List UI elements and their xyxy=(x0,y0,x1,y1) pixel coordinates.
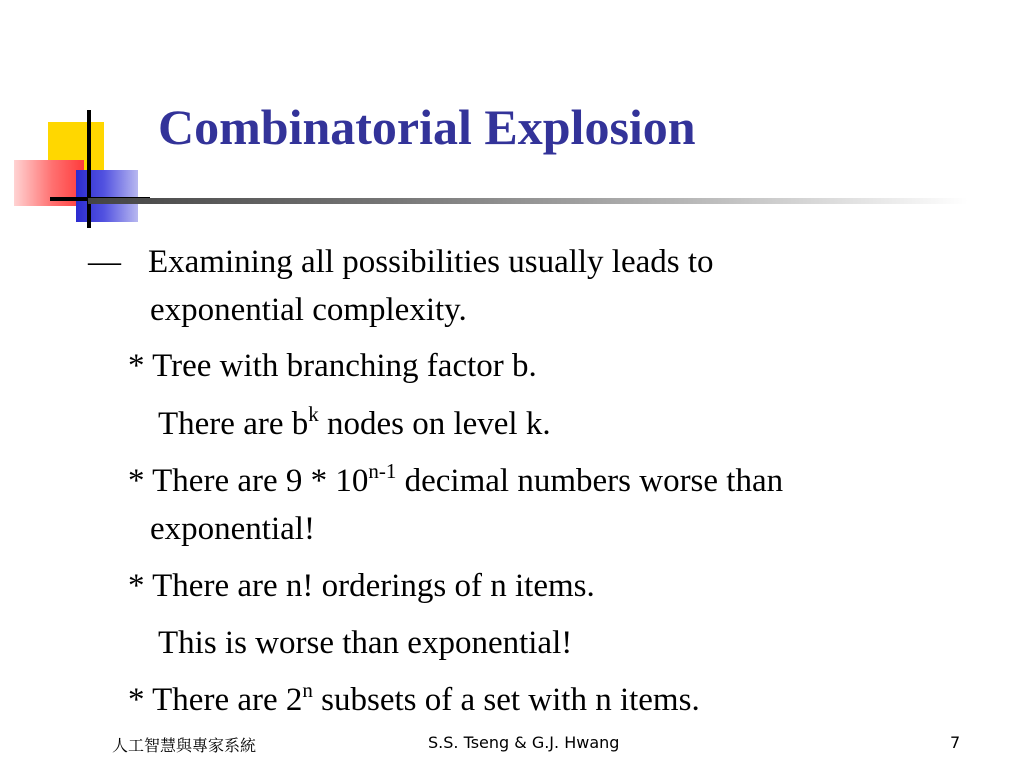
body-line-1: Examining all possibilities usually leads to xyxy=(148,244,714,280)
body-line-3: * Tree with branching factor b. xyxy=(128,348,537,384)
body-line-9 xyxy=(128,678,700,718)
line-9-superscript: n xyxy=(302,678,313,702)
body-line-4 xyxy=(158,402,551,442)
footer-course-name: 人工智慧與專家系統 xyxy=(112,736,257,755)
title-underline-rule xyxy=(88,198,968,204)
slide-title: Combinatorial Explosion xyxy=(158,99,696,155)
line-5-text-a: * There are 9 * 10 xyxy=(128,463,369,499)
body-line-7: * There are n! orderings of n items. xyxy=(128,568,595,604)
body-line-8: This is worse than exponential! xyxy=(158,625,573,661)
line-9-text-a: * There are 2 xyxy=(128,682,303,718)
line-9-text-b: subsets of a set with n items. xyxy=(312,682,700,718)
line-4-text-b: nodes on level k. xyxy=(318,406,551,442)
logo-vertical-line xyxy=(87,110,91,228)
footer-authors: S.S. Tseng & G.J. Hwang xyxy=(428,733,620,752)
line-5-superscript: n-1 xyxy=(368,459,397,483)
body-line-2: exponential complexity. xyxy=(150,292,467,328)
bullet-dash: — xyxy=(88,244,121,280)
body-line-5 xyxy=(128,459,784,499)
body-line-6: exponential! xyxy=(150,511,315,547)
footer-page-number: 7 xyxy=(950,733,961,752)
line-4-text-a: There are b xyxy=(158,406,309,442)
logo-blue-square xyxy=(76,170,138,222)
line-5-text-b: decimal numbers worse than xyxy=(396,463,784,499)
line-4-superscript: k xyxy=(308,402,319,426)
slide-logo-decoration xyxy=(0,0,160,240)
